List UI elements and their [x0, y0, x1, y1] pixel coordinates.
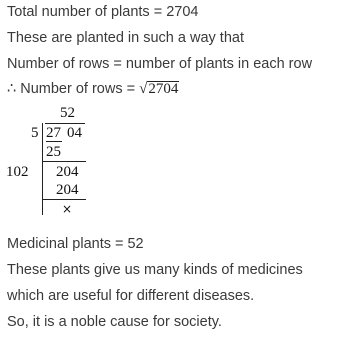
dividend-pair-underline [46, 141, 62, 142]
divisor-first: 5 [31, 125, 39, 141]
sqrt-symbol: √ [139, 81, 148, 97]
quotient: 52 [60, 105, 75, 121]
division-overline [45, 123, 85, 124]
rows-equation-line: Number of rows = number of plants in each row [7, 56, 313, 72]
noble-cause-line: So, it is a noble cause for society. [7, 314, 222, 330]
dividend-pair-2: 04 [67, 125, 82, 141]
rows-sqrt-line [7, 80, 179, 98]
diseases-line: which are useful for different diseases. [7, 288, 255, 304]
sqrt-expression [139, 80, 179, 98]
final-remainder-mark: × [62, 202, 73, 216]
divisor-second: 102 [6, 164, 29, 180]
subtract-second: 204 [56, 182, 79, 198]
division-vertical-bar [42, 123, 43, 215]
subtract-second-rule [42, 199, 86, 200]
total-plants-line: Total number of plants = 2704 [7, 4, 199, 20]
medicinal-plants-line: Medicinal plants = 52 [7, 236, 144, 252]
rows-sqrt-prefix: ∴ Number of rows = [7, 81, 140, 97]
remainder-first: 204 [56, 164, 79, 180]
subtract-first-rule [42, 161, 86, 162]
sqrt-radicand: 2704 [148, 81, 179, 97]
medicines-line: These plants give us many kinds of medicines [7, 262, 303, 278]
subtract-first: 25 [46, 144, 61, 160]
planting-statement-line: These are planted in such a way that [7, 30, 244, 46]
dividend-pair-1: 27 [46, 125, 61, 141]
